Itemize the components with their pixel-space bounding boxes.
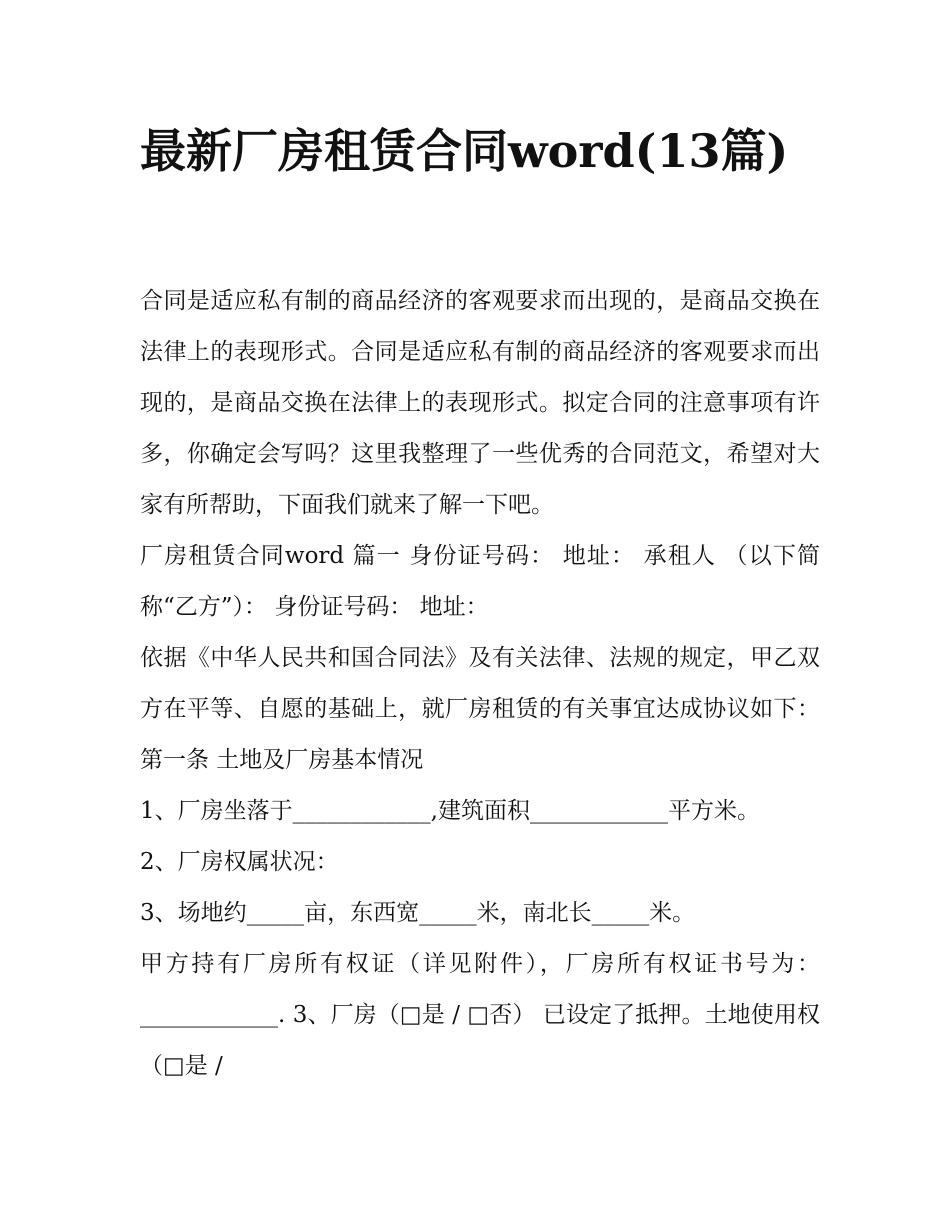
certificate-paragraph: 甲方持有厂房所有权证（详见附件），厂房所有权证书号为：____________. 3、厂房（□是 / □否） 已设定了抵押。土地使用权（□是 / — [140, 951, 820, 1079]
clause-ownership-paragraph: 2、厂房权属状况： — [140, 849, 339, 875]
clause-site-paragraph: 3、场地约_____亩，东西宽_____米，南北长_____米。 — [140, 900, 696, 926]
intro-paragraph: 合同是适应私有制的商品经济的客观要求而出现的，是商品交换在法律上的表现形式。合同是适应私有制的商品经济的客观要求而出现的，是商品交换在法律上的表现形式。拟定合同的注意事项有许多，你确定会写吗？这里我整理了一些优秀的合同范文，希望对大家有所帮助，下面我们就来了解一下吧。 — [140, 288, 820, 518]
legal-basis-paragraph: 依据《中华人民共和国合同法》及有关法律、法规的规定，甲乙双方在平等、自愿的基础上，就厂房租赁的有关事宜达成协议如下： 第一条 土地及厂房基本情况 — [140, 645, 820, 773]
document-title: 最新厂房租赁合同word(13篇) — [140, 124, 789, 178]
contract-header-paragraph: 厂房租赁合同word 篇一 身份证号码： 地址： 承租人 （以下简称“乙方”）： 身份证号码： 地址： — [140, 543, 820, 620]
document-body — [140, 276, 820, 1092]
clause-location-paragraph: 1、厂房坐落于____________,建筑面积____________平方米。 — [140, 798, 760, 824]
